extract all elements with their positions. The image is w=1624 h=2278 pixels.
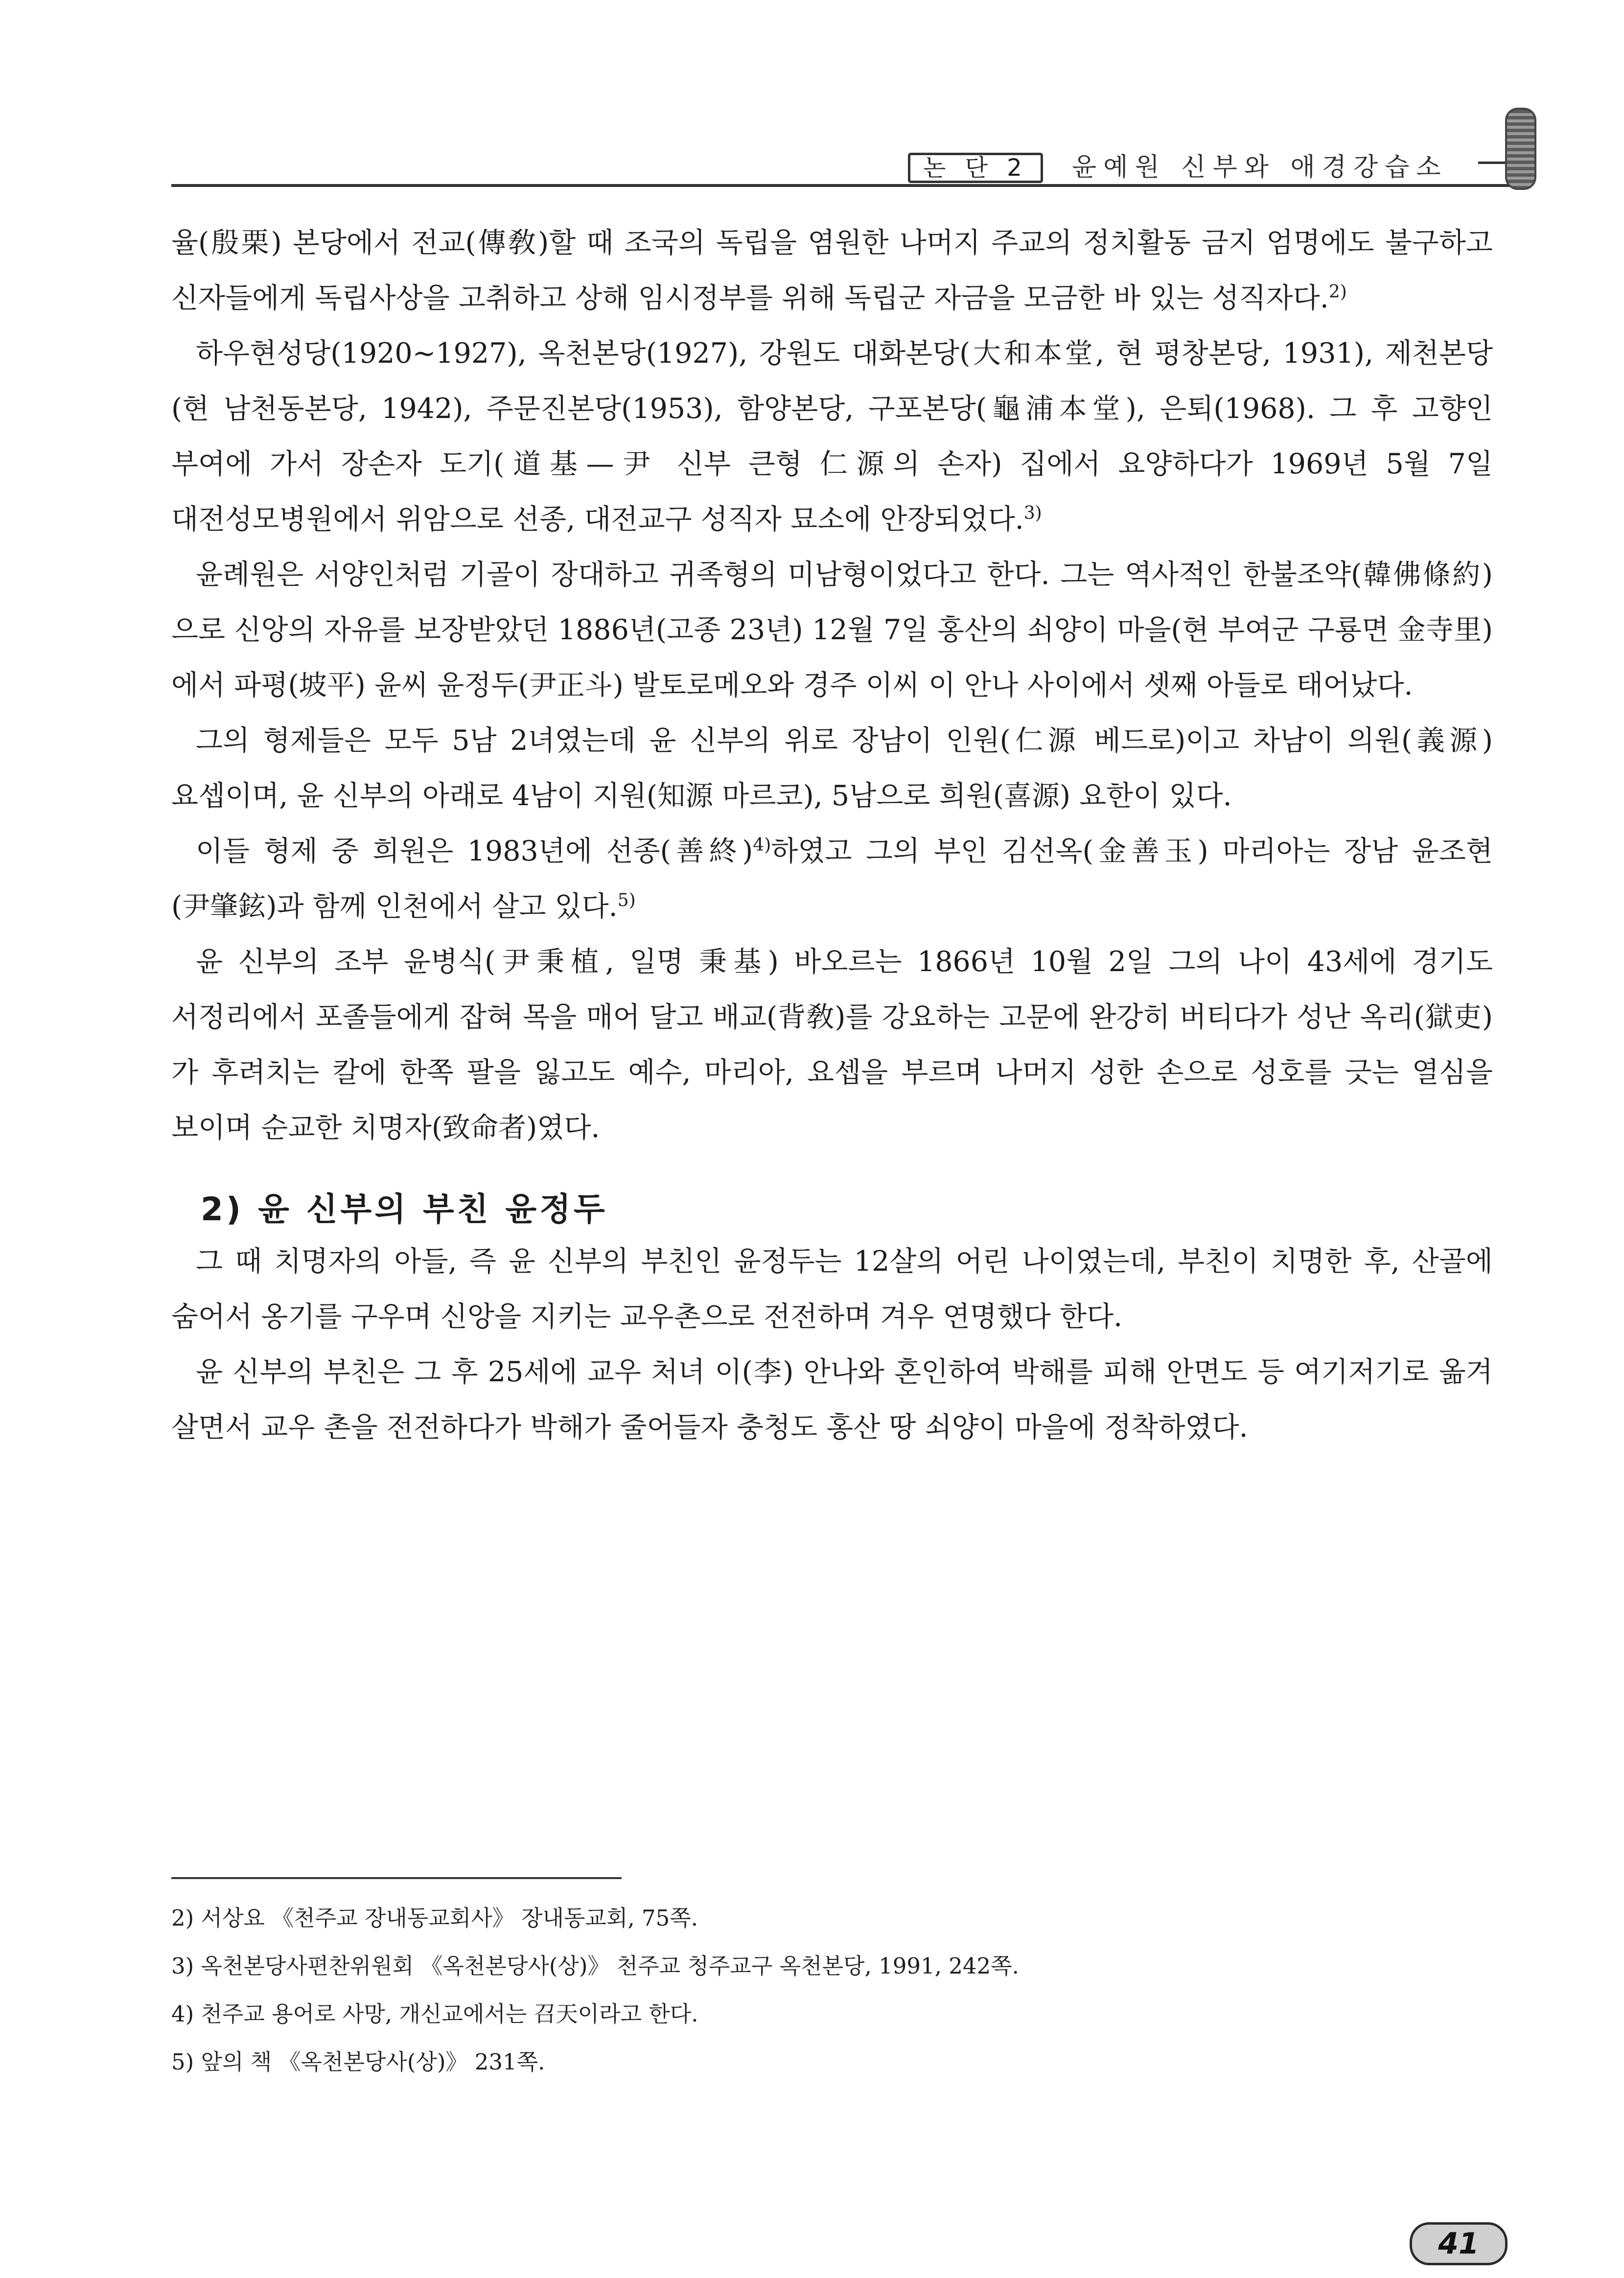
page-number: 41 [1410,2222,1508,2265]
main-content [171,215,1493,1455]
section-heading: 2) 윤 신부의 부친 윤정두 [201,1190,608,1228]
paragraph: 그의 형제들은 모두 5남 2녀였는데 윤 신부의 위로 장남이 인원(仁源 베드로)이고 차남이 의원(義源) 요셉이며, 윤 신부의 아래로 4남이 지원(知源 마르코), 5남으로 희원(喜源) 요한이 있다. [171,724,1493,812]
section-tag: 논 단 2 [908,153,1043,183]
paragraph: 그 때 치명자의 아들, 즉 윤 신부의 부친인 윤정두는 12살의 어린 나이였는데, 부친이 치명한 후, 산골에 숨어서 옹기를 구우며 신앙을 지키는 교우촌으로 전전하며 겨우 연명했다 한다. [171,1245,1493,1333]
footnote-ref[interactable]: 2) [1328,282,1347,302]
paragraph: 윤례원은 서양인처럼 기골이 장대하고 귀족형의 미남형이었다고 한다. 그는 역사적인 한불조약(韓佛條約)으로 신앙의 자유를 보장받았던 1886년(고종 23년) 12월 7일 홍산의 쇠양이 마을(현 부여군 구룡면 金寺里)에서 파평(坡平) 윤씨 윤정두(尹正斗) 발토로메오와 경주 이씨 이 안나 사이에서 셋째 아들로 태어났다. [171,558,1493,701]
footnote: 4) 천주교 용어로 사망, 개신교에서는 召天이라고 한다. [171,2001,698,2027]
page-tab-marker [1505,108,1536,190]
footnote-ref[interactable]: 5) [617,890,636,910]
paragraph: 윤 신부의 조부 윤병식(尹秉植, 일명 秉基) 바오르는 1866년 10월 2일 그의 나이 43세에 경기도 서정리에서 포졸들에게 잡혀 목을 매어 달고 배교(背敎)를 강요하는 고문에 완강히 버티다가 성난 옥리(獄吏)가 후려치는 칼에 한쪽 팔을 잃고도 예수, 마리아, 요셉을 부르며 나머지 성한 손으로 성호를 긋는 열심을 보이며 순교한 치명자(致命者)였다. [171,946,1493,1144]
footnote-ref[interactable]: 3) [1023,503,1042,523]
footnote-rule [171,1877,622,1879]
footnote: 3) 옥천본당사편찬위원회 《옥천본당사(상)》 천주교 청주교구 옥천본당, 1991, 242쪽. [171,1953,1019,1979]
header-rule [171,184,1515,187]
paragraph: 율(殷栗) 본당에서 전교(傳敎)할 때 조국의 독립을 염원한 나머지 주교의 정치활동 금지 엄명에도 불구하고 신자들에게 독립사상을 고취하고 상해 임시정부를 위해 독립군 자금을 모금한 바 있는 성직자다.$^{2)}$ [171,227,1493,314]
footnote-ref[interactable]: 4) [753,835,771,855]
footnote: 5) 앞의 책 《옥천본당사(상)》 231쪽. [171,2049,545,2075]
paragraph: 이들 형제 중 희원은 1983년에 선종(善終)$^{4)}$하였고 그의 부인 김선옥(金善玉) 마리아는 장남 윤조현(尹肇鉉)과 함께 인천에서 살고 있다.$^{5)}$ [171,835,1493,923]
footnotes [171,1894,1493,2086]
paragraph: 하우현성당(1920~1927), 옥천본당(1927), 강원도 대화본당(大和本堂, 현 평창본당, 1931), 제천본당(현 남천동본당, 1942), 주문진본당(1953), 함양본당, 구포본당(龜浦本堂), 은퇴(1968). 그 후 고향인 부여에 가서 장손자 도기(道基—尹 신부 큰형 仁源의 손자) 집에서 요양하다가 1969년 5월 7일 대전성모병원에서 위암으로 선종, 대전교구 성직자 묘소에 안장되었다.$^{3)}$ [171,337,1493,535]
running-title: 윤예원 신부와 애경강습소 [1072,153,1448,182]
paragraph: 윤 신부의 부친은 그 후 25세에 교우 처녀 이(李) 안나와 혼인하여 박해를 피해 안면도 등 여기저기로 옮겨 살면서 교우 촌을 전전하다가 박해가 줄어들자 충청도 홍산 땅 쇠양이 마을에 정착하였다. [171,1356,1493,1443]
footnote: 2) 서상요 《천주교 장내동교회사》 장내동교회, 75쪽. [171,1905,698,1931]
running-header [171,147,1515,191]
